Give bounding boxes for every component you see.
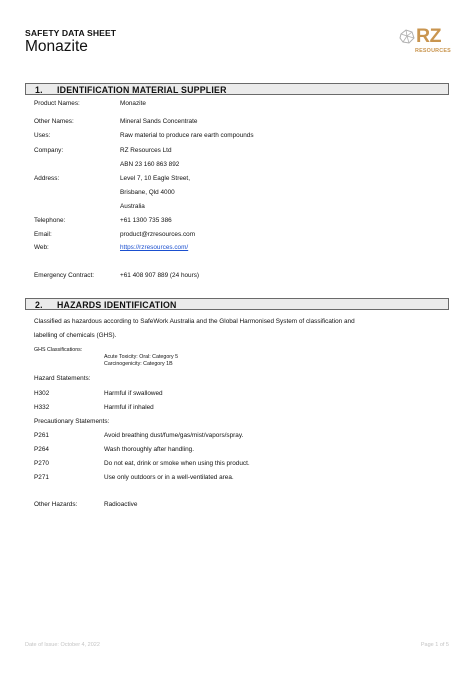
- precaution-code: P271: [34, 474, 49, 481]
- issue-date: Date of Issue: October 4, 2022: [25, 642, 100, 648]
- hazard-code: H302: [34, 390, 50, 397]
- section-1-title: IDENTIFICATION MATERIAL SUPPLIER: [57, 85, 227, 95]
- mineral-rock-icon: [398, 28, 416, 46]
- other-names-label: Other Names:: [34, 118, 74, 125]
- precaution-code: P261: [34, 432, 49, 439]
- email-label: Email:: [34, 231, 52, 238]
- precaution-code: P270: [34, 460, 49, 467]
- logo-wordmark: RZ: [416, 25, 441, 47]
- address-label: Address:: [34, 175, 60, 182]
- emergency-contact-label: Emergency Contract:: [34, 272, 95, 279]
- hazard-text: Harmful if swallowed: [104, 390, 163, 397]
- product-title: Monazite: [25, 38, 88, 55]
- emergency-contact-value: +61 408 907 889 (24 hours): [120, 272, 200, 279]
- logo-subtitle: RESOURCES: [415, 48, 451, 54]
- web-label: Web:: [34, 244, 49, 251]
- precaution-text: Use only outdoors or in a well-ventilated area.: [104, 474, 234, 481]
- email-value: product@rzresources.com: [120, 231, 196, 238]
- classification-intro-line-2: labelling of chemicals (GHS).: [34, 332, 117, 339]
- telephone-label: Telephone:: [34, 217, 66, 224]
- section-1-number: 1.: [35, 85, 43, 95]
- section-2-title: HAZARDS IDENTIFICATION: [57, 300, 177, 310]
- company-label: Company:: [34, 147, 64, 154]
- uses-value: Raw material to produce rare earth compounds: [120, 132, 254, 139]
- section-2-number: 2.: [35, 300, 43, 310]
- other-names-value: Mineral Sands Concentrate: [120, 118, 198, 125]
- precaution-code: P264: [34, 446, 49, 453]
- precaution-text: Do not eat, drink or smoke when using this product.: [104, 460, 250, 467]
- website-link[interactable]: https://rzresources.com/: [120, 244, 189, 251]
- company-logo: [398, 26, 454, 60]
- hazard-statements-label: Hazard Statements:: [34, 375, 91, 382]
- other-hazards-label: Other Hazards:: [34, 501, 78, 508]
- other-hazards-value: Radioactive: [104, 501, 138, 508]
- company-abn: ABN 23 160 863 892: [120, 161, 180, 168]
- uses-label: Uses:: [34, 132, 51, 139]
- classification-intro-line-1: Classified as hazardous according to SafeWork Australia and the Global Harmonised System of classification and: [34, 318, 355, 325]
- product-names-label: Product Names:: [34, 100, 80, 107]
- address-line-2: Brisbane, Qld 4000: [120, 189, 175, 196]
- telephone-value: +61 1300 735 386: [120, 217, 172, 224]
- ghs-classifications-label: GHS Classifications:: [34, 347, 83, 353]
- document-type-label: SAFETY DATA SHEET: [25, 28, 117, 38]
- ghs-item: Acute Toxicity: Oral: Category 5: [104, 354, 179, 360]
- section-1-header: [25, 83, 449, 95]
- precautionary-statements-label: Precautionary Statements:: [34, 418, 110, 425]
- precaution-text: Avoid breathing dust/fume/gas/mist/vapors/spray.: [104, 432, 244, 439]
- address-line-1: Level 7, 10 Eagle Street,: [120, 175, 190, 182]
- ghs-item: Carcinogenicity: Category 1B: [104, 361, 173, 367]
- hazard-text: Harmful if inhaled: [104, 404, 154, 411]
- section-2-header: [25, 298, 449, 310]
- hazard-code: H332: [34, 404, 50, 411]
- precaution-text: Wash thoroughly after handling.: [104, 446, 194, 453]
- address-line-3: Australia: [120, 203, 145, 210]
- page-number: Page 1 of 5: [420, 642, 449, 648]
- company-name: RZ Resources Ltd: [120, 147, 172, 154]
- product-names-value: Monazite: [120, 100, 146, 107]
